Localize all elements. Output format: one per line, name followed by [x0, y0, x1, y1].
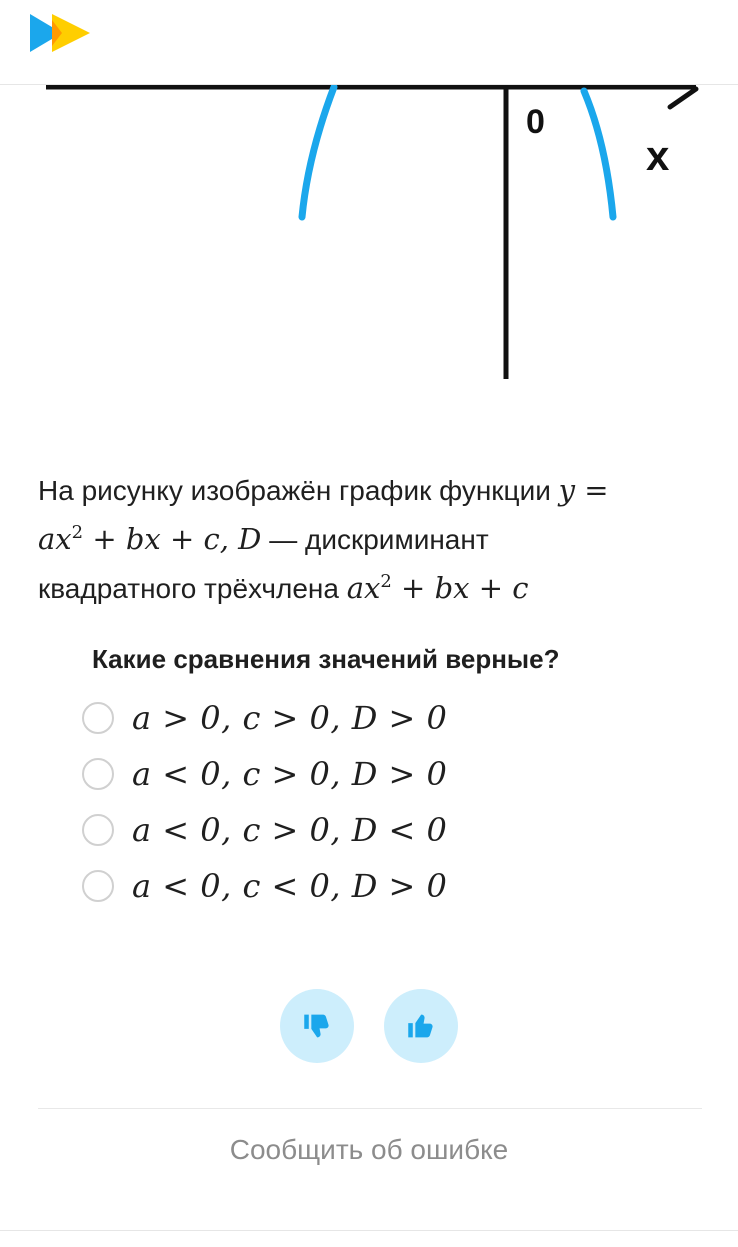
divider — [38, 1108, 702, 1109]
problem-text-3: квадратного трёхчлена — [38, 573, 347, 604]
answer-option-label: a < 0, c > 0, D > 0 — [132, 755, 448, 793]
origin-label: 0 — [526, 103, 545, 141]
question-heading: Какие сравнения значений верные? — [92, 644, 560, 674]
problem-math-1: y = — [558, 473, 609, 507]
answer-option-label: a < 0, c > 0, D < 0 — [132, 811, 448, 849]
thumbs-down-icon — [300, 1009, 334, 1043]
problem-text-1: На рисунку изображён график функции — [38, 475, 559, 506]
dislike-button[interactable] — [280, 989, 354, 1063]
parabola-left-branch — [302, 87, 334, 217]
answer-option[interactable] — [82, 858, 642, 914]
thumbs-up-icon — [404, 1009, 438, 1043]
problem-math-2b: + bx + c, D — [83, 522, 262, 556]
top-bar — [0, 0, 738, 85]
answer-option-label: a < 0, c < 0, D > 0 — [132, 867, 448, 905]
problem-math-3-exp: 2 — [380, 571, 392, 592]
problem-statement — [38, 466, 698, 613]
answer-option[interactable] — [82, 690, 642, 746]
answer-options — [82, 690, 642, 914]
problem-math-3b: + bx + c — [391, 571, 529, 605]
x-axis-arrow — [670, 89, 696, 107]
radio-button[interactable] — [82, 702, 114, 734]
problem-math-2a: ax — [38, 522, 72, 556]
problem-math-2 — [38, 522, 261, 556]
problem-math-2-exp: 2 — [71, 522, 84, 543]
answer-option[interactable] — [82, 802, 642, 858]
answer-option-label: a > 0, c > 0, D > 0 — [132, 699, 448, 737]
like-button[interactable] — [384, 989, 458, 1063]
problem-text-2: — дискриминант — [261, 524, 489, 555]
problem-math-3 — [347, 571, 529, 605]
bottom-divider — [0, 1230, 738, 1231]
play-forward-logo-icon[interactable] — [28, 11, 92, 55]
function-graph — [0, 85, 738, 400]
answer-option[interactable] — [82, 746, 642, 802]
report-error-link[interactable]: Сообщить об ошибке — [229, 1134, 509, 1165]
problem-math-3a: ax — [346, 571, 381, 605]
x-axis-label: x — [646, 132, 670, 179]
parabola-right-branch — [584, 91, 613, 217]
radio-button[interactable] — [82, 870, 114, 902]
radio-button[interactable] — [82, 758, 114, 790]
radio-button[interactable] — [82, 814, 114, 846]
